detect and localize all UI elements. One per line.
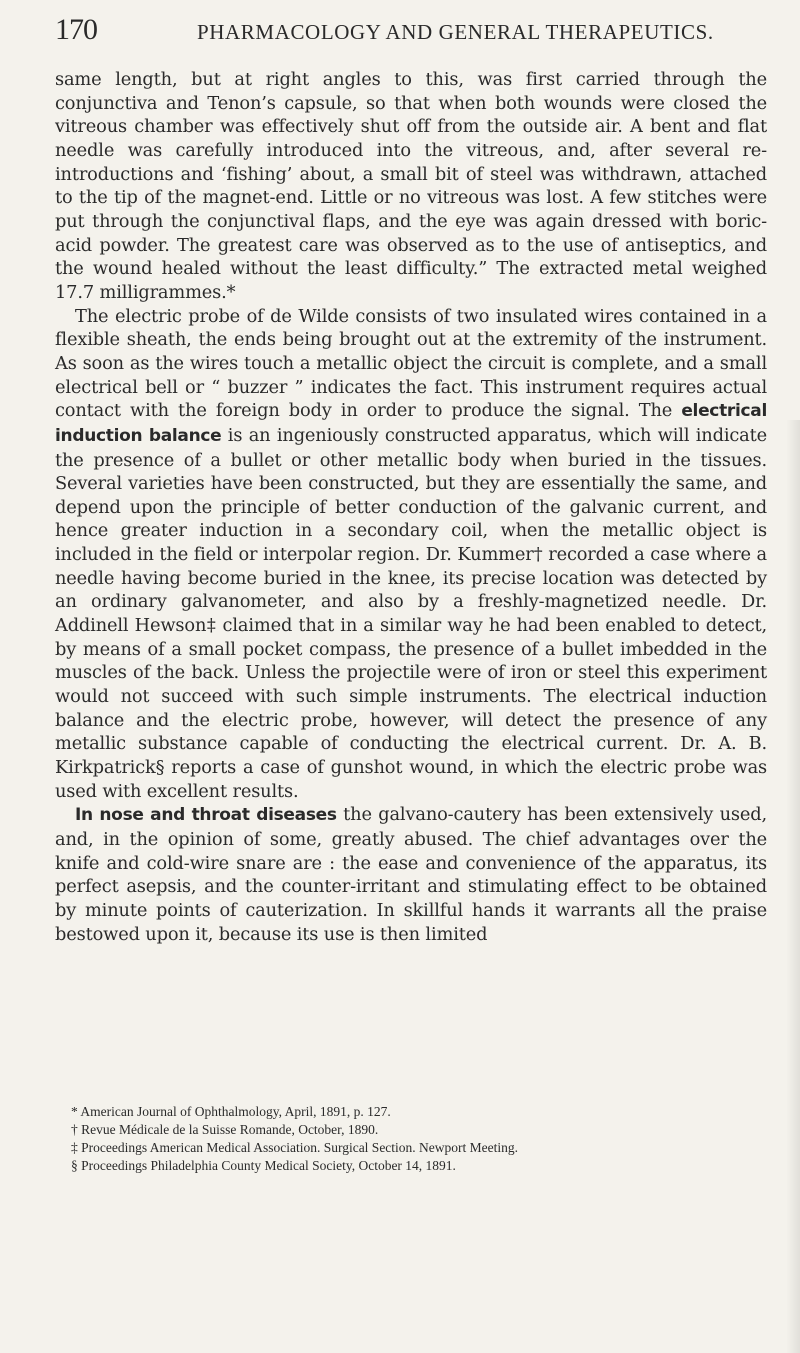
page-header	[55, 10, 795, 50]
page-number: 170	[55, 13, 97, 46]
paragraph-text: is an ingeniously constructed apparatus, which will indicate the presence of a bullet or other metallic body when buried in the tissues. Several varieties have been constructed, but they are essentially the same, and depend upon the principle of better conduction of the galvanic current, and hence greater induction in a secondary coil, when the metallic object is included in the field or interpolar region. Dr. Kummer† recorded a case where a needle having become buried in the knee, its precise location was detected by an ordinary galvanometer, and also by a freshly-magnetized needle. Dr. Addinell Hewson‡ claimed that in a similar way he had been enabled to detect, by means of a small pocket compass, the presence of a bullet imbedded in the muscles of the back. Unless the projectile were of iron or steel this experiment would not succeed with such simple instruments. The electrical induction balance and the electric probe, however, will detect the presence of any metallic substance capable of conducting the electrical current. Dr. A. B. Kirkpatrick§ reports a case of gunshot wound, in which the electric probe was used with excellent results.	[55, 424, 768, 802]
footnote: * American Journal of Ophthalmology, April, 1891, p. 127.	[71, 1104, 391, 1119]
footnote: § Proceedings Philadelphia County Medical Society, October 14, 1891.	[71, 1158, 456, 1173]
body-text	[55, 68, 767, 946]
paragraph	[55, 305, 767, 804]
paragraph	[55, 803, 767, 946]
paragraph-text: the galvano-cautery has been extensively used, and, in the opinion of some, greatly abused. The chief advantages over the knife and cold-wire snare are : the ease and convenience of the apparatus, its perfect asepsis, and the counter-irritant and stimulating effect to be obtained by minute points of cauterization. In skillful hands it warrants all the praise bestowed upon it, because its use is then limited	[55, 804, 767, 945]
bold-term: electrical induction balance	[55, 401, 767, 446]
paragraph: same length, but at right angles to this, was first carried through the conjunctiva and Tenon’s capsule, so that when both wounds were closed the vitreous chamber was effectively shut off from the outside air. A bent and flat needle was carefully introduced into the vitreous, and, after several re-introductions and ‘fishing’ about, a small bit of steel was withdrawn, attached to the tip of the magnet-end. Little or no vitreous was lost. A few stitches were put through the conjunctival flaps, and the eye was again dressed with boric-acid powder. The greatest care was observed as to the use of antiseptics, and the wound healed without the least difficulty.” The extracted metal weighed 17.7 milligrammes.*	[55, 69, 767, 303]
footnote: † Revue Médicale de la Suisse Romande, October, 1890.	[71, 1122, 379, 1137]
footnotes	[55, 1103, 767, 1175]
running-head: PHARMACOLOGY AND GENERAL THERAPEUTICS.	[197, 20, 714, 44]
section-lead-in: In nose and throat diseases	[75, 805, 337, 826]
paragraph-text: The electric probe of de Wilde consists of two insulated wires contained in a flexible sheath, the ends being brought out at the extremity of the instrument. As soon as the wires touch a metallic object the circuit is complete, and a small electrical bell or “ buzzer ” indicates the fact. This instrument requires actual contact with the foreign body in order to produce the signal. The	[55, 305, 767, 422]
page-edge-shadow	[786, 420, 800, 1353]
footnote: ‡ Proceedings American Medical Association. Surgical Section. Newport Meeting.	[71, 1140, 519, 1155]
